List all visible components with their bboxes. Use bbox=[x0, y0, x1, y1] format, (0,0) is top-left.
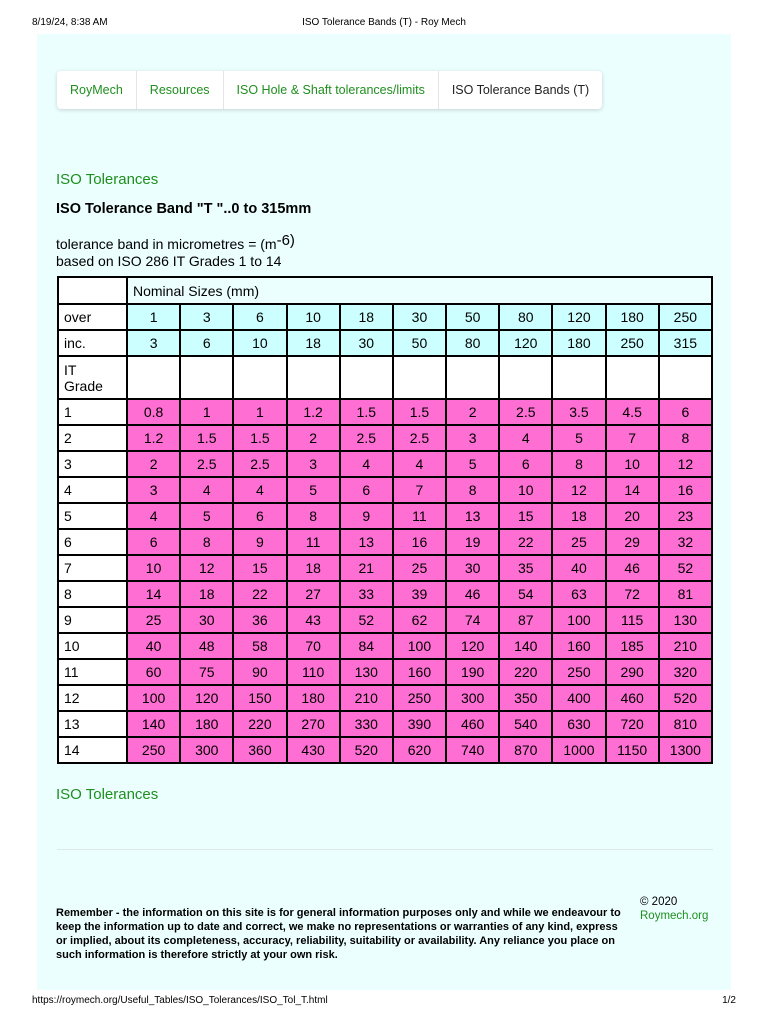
tolerance-cell: 7 bbox=[606, 425, 659, 451]
over-cell: 10 bbox=[287, 304, 340, 330]
tolerance-cell: 5 bbox=[552, 425, 605, 451]
tolerance-cell: 19 bbox=[446, 529, 499, 555]
tolerance-cell: 3 bbox=[446, 425, 499, 451]
tolerance-cell: 46 bbox=[606, 555, 659, 581]
table-corner-cell bbox=[58, 277, 127, 304]
tolerance-cell: 100 bbox=[127, 685, 180, 711]
it-grade-row bbox=[58, 356, 712, 399]
tolerance-cell: 2 bbox=[287, 425, 340, 451]
breadcrumb-roymech[interactable]: RoyMech bbox=[57, 71, 137, 109]
grade-row bbox=[58, 399, 712, 425]
tolerance-cell: 12 bbox=[552, 477, 605, 503]
tolerance-cell: 8 bbox=[180, 529, 233, 555]
tolerance-cell: 1 bbox=[180, 399, 233, 425]
print-footer bbox=[32, 994, 736, 1008]
tolerance-cell: 1.5 bbox=[340, 399, 393, 425]
tolerance-cell: 150 bbox=[233, 685, 286, 711]
iso-tolerances-link-bottom[interactable]: ISO Tolerances bbox=[56, 786, 159, 803]
tolerance-cell: 400 bbox=[552, 685, 605, 711]
tolerance-cell: 16 bbox=[393, 529, 446, 555]
inc-cell: 30 bbox=[340, 330, 393, 356]
tolerance-cell: 250 bbox=[127, 737, 180, 763]
tolerance-cell: 60 bbox=[127, 659, 180, 685]
tolerance-cell: 12 bbox=[180, 555, 233, 581]
inc-cell: 80 bbox=[446, 330, 499, 356]
tolerance-cell: 30 bbox=[446, 555, 499, 581]
tolerance-cell: 390 bbox=[393, 711, 446, 737]
tolerance-cell: 18 bbox=[552, 503, 605, 529]
grade-label: 5 bbox=[58, 503, 127, 529]
print-header bbox=[32, 16, 736, 30]
intro-text bbox=[56, 232, 295, 270]
tolerance-cell: 350 bbox=[499, 685, 552, 711]
tolerance-cell: 25 bbox=[393, 555, 446, 581]
it-grade-label-line-2: Grade bbox=[64, 377, 103, 394]
tolerance-cell: 180 bbox=[180, 711, 233, 737]
tolerance-cell: 140 bbox=[499, 633, 552, 659]
tolerance-cell: 460 bbox=[606, 685, 659, 711]
breadcrumb-current-page: ISO Tolerance Bands (T) bbox=[451, 83, 590, 97]
tolerance-cell: 330 bbox=[340, 711, 393, 737]
tolerance-cell: 1 bbox=[233, 399, 286, 425]
tolerance-cell: 1150 bbox=[606, 737, 659, 763]
empty-cell bbox=[287, 356, 340, 399]
tolerance-cell: 87 bbox=[499, 607, 552, 633]
tolerance-cell: 6 bbox=[499, 451, 552, 477]
tolerance-table bbox=[57, 276, 713, 764]
tolerance-cell: 1000 bbox=[552, 737, 605, 763]
print-date: 8/19/24, 8:38 AM bbox=[32, 17, 108, 28]
grade-row bbox=[58, 529, 712, 555]
tolerance-cell: 1.5 bbox=[393, 399, 446, 425]
over-cell: 50 bbox=[446, 304, 499, 330]
tolerance-cell: 5 bbox=[446, 451, 499, 477]
grade-row bbox=[58, 737, 712, 763]
inc-cell: 50 bbox=[393, 330, 446, 356]
it-grade-label-line-1: IT bbox=[64, 361, 77, 378]
tolerance-cell: 21 bbox=[340, 555, 393, 581]
roymech-site-link[interactable]: Roymech.org bbox=[640, 910, 709, 922]
tolerance-cell: 2.5 bbox=[180, 451, 233, 477]
tolerance-cell: 15 bbox=[233, 555, 286, 581]
tolerance-cell: 220 bbox=[233, 711, 286, 737]
intro-line-1: tolerance band in micrometres = (m bbox=[56, 236, 277, 252]
tolerance-cell: 630 bbox=[552, 711, 605, 737]
tolerance-cell: 36 bbox=[233, 607, 286, 633]
inc-cell: 180 bbox=[552, 330, 605, 356]
tolerance-cell: 185 bbox=[606, 633, 659, 659]
tolerance-cell: 27 bbox=[287, 581, 340, 607]
tolerance-cell: 25 bbox=[127, 607, 180, 633]
tolerance-cell: 4 bbox=[233, 477, 286, 503]
tolerance-cell: 3 bbox=[127, 477, 180, 503]
tolerance-cell: 11 bbox=[287, 529, 340, 555]
table-header-row bbox=[58, 277, 712, 304]
tolerance-cell: 130 bbox=[340, 659, 393, 685]
tolerance-cell: 5 bbox=[287, 477, 340, 503]
tolerance-cell: 13 bbox=[446, 503, 499, 529]
grade-label: 14 bbox=[58, 737, 127, 763]
inc-cell: 120 bbox=[499, 330, 552, 356]
tolerance-cell: 2.5 bbox=[340, 425, 393, 451]
grade-row bbox=[58, 503, 712, 529]
tolerance-cell: 14 bbox=[606, 477, 659, 503]
tolerance-cell: 4 bbox=[340, 451, 393, 477]
over-cell: 250 bbox=[659, 304, 712, 330]
grade-label: 11 bbox=[58, 659, 127, 685]
empty-cell bbox=[446, 356, 499, 399]
grade-row bbox=[58, 581, 712, 607]
over-cell: 180 bbox=[606, 304, 659, 330]
print-page-number: 1/2 bbox=[722, 995, 736, 1006]
tolerance-cell: 10 bbox=[499, 477, 552, 503]
tolerance-cell: 1.2 bbox=[287, 399, 340, 425]
breadcrumb bbox=[57, 71, 602, 109]
tolerance-cell: 32 bbox=[659, 529, 712, 555]
tolerance-cell: 3.5 bbox=[552, 399, 605, 425]
tolerance-cell: 2.5 bbox=[393, 425, 446, 451]
tolerance-cell: 52 bbox=[659, 555, 712, 581]
tolerance-cell: 720 bbox=[606, 711, 659, 737]
print-url: https://roymech.org/Useful_Tables/ISO_Tolerances/ISO_Tol_T.html bbox=[32, 995, 328, 1006]
tolerance-cell: 810 bbox=[659, 711, 712, 737]
grade-row bbox=[58, 685, 712, 711]
footer-divider bbox=[57, 849, 713, 850]
inc-cell: 3 bbox=[127, 330, 180, 356]
grade-label: 13 bbox=[58, 711, 127, 737]
grade-row bbox=[58, 477, 712, 503]
tolerance-cell: 6 bbox=[659, 399, 712, 425]
tolerance-cell: 13 bbox=[340, 529, 393, 555]
inc-cell: 10 bbox=[233, 330, 286, 356]
tolerance-cell: 11 bbox=[393, 503, 446, 529]
empty-cell bbox=[340, 356, 393, 399]
tolerance-cell: 2 bbox=[446, 399, 499, 425]
tolerance-cell: 740 bbox=[446, 737, 499, 763]
tolerance-cell: 460 bbox=[446, 711, 499, 737]
tolerance-cell: 75 bbox=[180, 659, 233, 685]
tolerance-cell: 40 bbox=[127, 633, 180, 659]
tolerance-cell: 140 bbox=[127, 711, 180, 737]
tolerance-cell: 300 bbox=[446, 685, 499, 711]
tolerance-cell: 54 bbox=[499, 581, 552, 607]
tolerance-cell: 220 bbox=[499, 659, 552, 685]
intro-superscript: -6) bbox=[276, 232, 295, 249]
empty-cell bbox=[393, 356, 446, 399]
tolerance-cell: 30 bbox=[180, 607, 233, 633]
tolerance-cell: 33 bbox=[340, 581, 393, 607]
tolerance-cell: 81 bbox=[659, 581, 712, 607]
tolerance-cell: 1.2 bbox=[127, 425, 180, 451]
tolerance-cell: 210 bbox=[340, 685, 393, 711]
tolerance-cell: 300 bbox=[180, 737, 233, 763]
over-cell: 80 bbox=[499, 304, 552, 330]
tolerance-cell: 90 bbox=[233, 659, 286, 685]
tolerance-cell: 320 bbox=[659, 659, 712, 685]
tolerance-cell: 2.5 bbox=[233, 451, 286, 477]
tolerance-cell: 16 bbox=[659, 477, 712, 503]
tolerance-cell: 74 bbox=[446, 607, 499, 633]
tolerance-cell: 4 bbox=[393, 451, 446, 477]
inc-label: inc. bbox=[58, 330, 127, 356]
tolerance-cell: 29 bbox=[606, 529, 659, 555]
tolerance-cell: 8 bbox=[446, 477, 499, 503]
disclaimer-text: Remember - the information on this site is for general information purposes only and while we endeavour to keep the information up to date and correct, we make no representations or warranties of any kind, express or implied, about its completeness, accuracy, reliability, suitability or availability. Any reliance you place on such information is therefore strictly at your own risk. bbox=[56, 907, 621, 961]
tolerance-cell: 1300 bbox=[659, 737, 712, 763]
tolerance-cell: 360 bbox=[233, 737, 286, 763]
copyright-notice: © 2020 bbox=[640, 896, 678, 908]
tolerance-cell: 0.8 bbox=[127, 399, 180, 425]
empty-cell bbox=[499, 356, 552, 399]
tolerance-cell: 23 bbox=[659, 503, 712, 529]
tolerance-cell: 4 bbox=[127, 503, 180, 529]
grade-row bbox=[58, 711, 712, 737]
tolerance-cell: 63 bbox=[552, 581, 605, 607]
page-title: ISO Tolerance Band "T "..0 to 315mm bbox=[56, 201, 312, 217]
grade-row bbox=[58, 555, 712, 581]
inc-cell: 6 bbox=[180, 330, 233, 356]
grade-label: 8 bbox=[58, 581, 127, 607]
tolerance-cell: 130 bbox=[659, 607, 712, 633]
tolerance-cell: 3 bbox=[287, 451, 340, 477]
tolerance-cell: 9 bbox=[340, 503, 393, 529]
tolerance-cell: 18 bbox=[180, 581, 233, 607]
tolerance-cell: 12 bbox=[659, 451, 712, 477]
tolerance-cell: 100 bbox=[393, 633, 446, 659]
empty-cell bbox=[606, 356, 659, 399]
empty-cell bbox=[180, 356, 233, 399]
intro-line-2: based on ISO 286 IT Grades 1 to 14 bbox=[56, 253, 282, 269]
tolerance-cell: 870 bbox=[499, 737, 552, 763]
tolerance-cell: 62 bbox=[393, 607, 446, 633]
tolerance-cell: 250 bbox=[552, 659, 605, 685]
empty-cell bbox=[233, 356, 286, 399]
tolerance-cell: 39 bbox=[393, 581, 446, 607]
tolerance-cell: 18 bbox=[287, 555, 340, 581]
tolerance-cell: 52 bbox=[340, 607, 393, 633]
tolerance-cell: 1.5 bbox=[233, 425, 286, 451]
tolerance-cell: 22 bbox=[499, 529, 552, 555]
tolerance-cell: 48 bbox=[180, 633, 233, 659]
tolerance-cell: 540 bbox=[499, 711, 552, 737]
tolerance-cell: 8 bbox=[287, 503, 340, 529]
tolerance-cell: 70 bbox=[287, 633, 340, 659]
breadcrumb-iso-hole-shaft[interactable]: ISO Hole & Shaft tolerances/limits bbox=[224, 71, 439, 109]
tolerance-cell: 210 bbox=[659, 633, 712, 659]
tolerance-cell: 7 bbox=[393, 477, 446, 503]
tolerance-cell: 4 bbox=[499, 425, 552, 451]
grade-row bbox=[58, 451, 712, 477]
tolerance-cell: 160 bbox=[393, 659, 446, 685]
tolerance-cell: 40 bbox=[552, 555, 605, 581]
over-cell: 6 bbox=[233, 304, 286, 330]
over-cell: 1 bbox=[127, 304, 180, 330]
iso-tolerances-link-top[interactable]: ISO Tolerances bbox=[56, 171, 159, 188]
tolerance-cell: 15 bbox=[499, 503, 552, 529]
over-cell: 120 bbox=[552, 304, 605, 330]
tolerance-cell: 6 bbox=[340, 477, 393, 503]
tolerance-cell: 8 bbox=[552, 451, 605, 477]
over-label: over bbox=[58, 304, 127, 330]
tolerance-cell: 4 bbox=[180, 477, 233, 503]
tolerance-cell: 2 bbox=[127, 451, 180, 477]
tolerance-cell: 22 bbox=[233, 581, 286, 607]
tolerance-cell: 2.5 bbox=[499, 399, 552, 425]
tolerance-cell: 100 bbox=[552, 607, 605, 633]
tolerance-cell: 43 bbox=[287, 607, 340, 633]
empty-cell bbox=[127, 356, 180, 399]
inc-cell: 250 bbox=[606, 330, 659, 356]
grade-row bbox=[58, 633, 712, 659]
over-cell: 30 bbox=[393, 304, 446, 330]
grade-row bbox=[58, 425, 712, 451]
copyright bbox=[640, 895, 708, 923]
grade-row bbox=[58, 659, 712, 685]
tolerance-cell: 520 bbox=[340, 737, 393, 763]
tolerance-cell: 6 bbox=[127, 529, 180, 555]
tolerance-cell: 430 bbox=[287, 737, 340, 763]
tolerance-cell: 620 bbox=[393, 737, 446, 763]
empty-cell bbox=[552, 356, 605, 399]
tolerance-cell: 35 bbox=[499, 555, 552, 581]
grade-label: 7 bbox=[58, 555, 127, 581]
grade-label: 4 bbox=[58, 477, 127, 503]
tolerance-cell: 10 bbox=[606, 451, 659, 477]
tolerance-cell: 5 bbox=[180, 503, 233, 529]
over-row bbox=[58, 304, 712, 330]
inc-cell: 18 bbox=[287, 330, 340, 356]
empty-cell bbox=[659, 356, 712, 399]
tolerance-cell: 72 bbox=[606, 581, 659, 607]
tolerance-cell: 84 bbox=[340, 633, 393, 659]
tolerance-cell: 20 bbox=[606, 503, 659, 529]
tolerance-cell: 58 bbox=[233, 633, 286, 659]
tolerance-cell: 6 bbox=[233, 503, 286, 529]
grade-label: 12 bbox=[58, 685, 127, 711]
tolerance-cell: 8 bbox=[659, 425, 712, 451]
tolerance-cell: 290 bbox=[606, 659, 659, 685]
tolerance-cell: 190 bbox=[446, 659, 499, 685]
tolerance-cell: 9 bbox=[233, 529, 286, 555]
grade-label: 2 bbox=[58, 425, 127, 451]
nominal-sizes-header: Nominal Sizes (mm) bbox=[127, 277, 712, 304]
it-grade-label bbox=[58, 356, 127, 399]
over-cell: 18 bbox=[340, 304, 393, 330]
tolerance-cell: 270 bbox=[287, 711, 340, 737]
inc-row bbox=[58, 330, 712, 356]
tolerance-cell: 160 bbox=[552, 633, 605, 659]
print-page-title: ISO Tolerance Bands (T) - Roy Mech bbox=[302, 17, 466, 28]
tolerance-cell: 110 bbox=[287, 659, 340, 685]
grade-label: 3 bbox=[58, 451, 127, 477]
tolerance-cell: 10 bbox=[127, 555, 180, 581]
grade-label: 1 bbox=[58, 399, 127, 425]
tolerance-cell: 120 bbox=[180, 685, 233, 711]
tolerance-cell: 115 bbox=[606, 607, 659, 633]
grade-label: 6 bbox=[58, 529, 127, 555]
tolerance-cell: 520 bbox=[659, 685, 712, 711]
tolerance-cell: 14 bbox=[127, 581, 180, 607]
grade-label: 9 bbox=[58, 607, 127, 633]
grade-label: 10 bbox=[58, 633, 127, 659]
tolerance-cell: 180 bbox=[287, 685, 340, 711]
grade-row bbox=[58, 607, 712, 633]
over-cell: 3 bbox=[180, 304, 233, 330]
inc-cell: 315 bbox=[659, 330, 712, 356]
tolerance-cell: 120 bbox=[446, 633, 499, 659]
breadcrumb-resources[interactable]: Resources bbox=[137, 71, 224, 109]
tolerance-cell: 4.5 bbox=[606, 399, 659, 425]
tolerance-cell: 25 bbox=[552, 529, 605, 555]
tolerance-cell: 46 bbox=[446, 581, 499, 607]
tolerance-cell: 1.5 bbox=[180, 425, 233, 451]
tolerance-cell: 250 bbox=[393, 685, 446, 711]
